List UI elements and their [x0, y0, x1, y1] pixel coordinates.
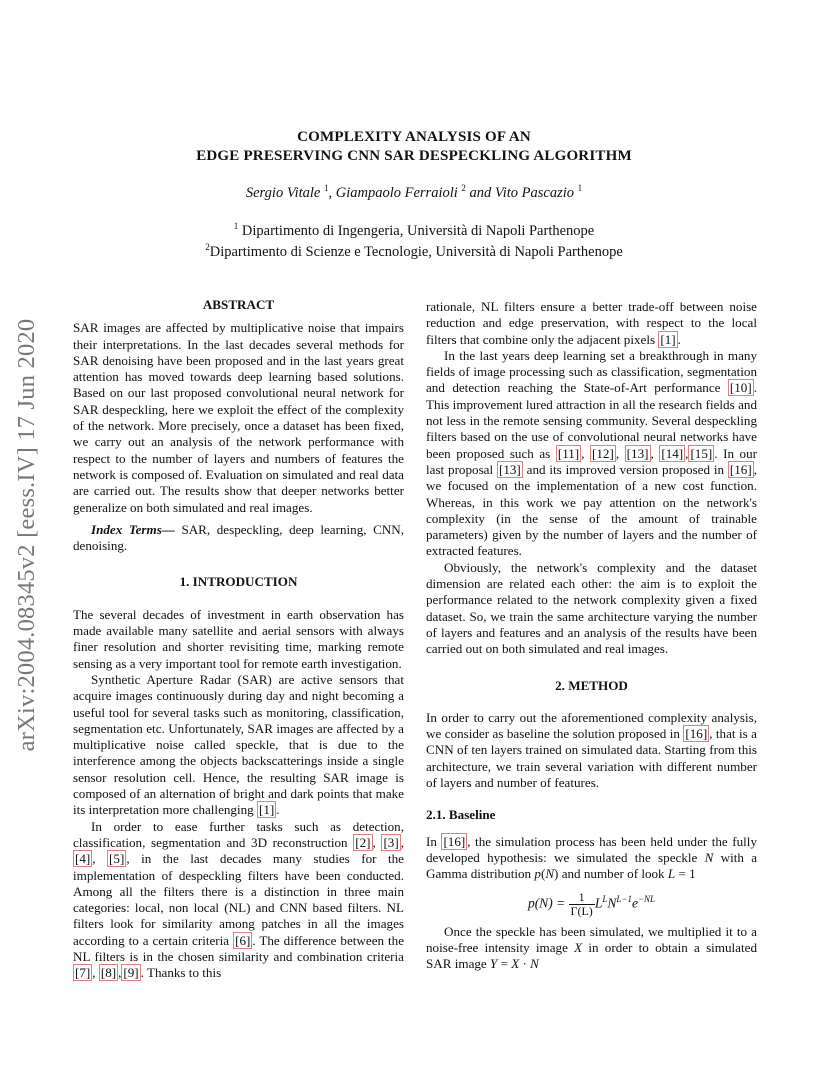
math-symbol: L: [667, 866, 676, 882]
math-symbol: Y: [490, 956, 498, 972]
citation-link[interactable]: [1]: [660, 331, 676, 347]
intro-paragraph-2-text: Synthetic Aperture Radar (SAR) are active sensors that acquire images continuously during day and night becoming a useful tool for several tasks such as monitoring, classification, segmentation etc. Unfortunately, SAR images are affected by a multiplicative noise called speckle, that is due to the interference among the objects backscatterings inside a single sensor resolution cell. Hence, the resulting SAR image is composed of an alternation of bright and dark points that make its interpretation more challenging: [73, 671, 404, 818]
method-paragraph-1: [426, 710, 757, 791]
intro-paragraph-3-text-c: . The difference between the NL filters is in the chosen similarity and combination criteria: [73, 932, 405, 964]
right-column: [426, 299, 757, 972]
intro-paragraph-1: The several decades of investment in earth observation has made available many satellite and aerial sensors with always finer resolution and shorter revisiting time, marking remote sensing as a very important tool for remote earth investigation.: [73, 606, 404, 671]
method-paragraph-3-text-a: Once the speckle has been simulated, we multiplied it to a noise-free intensity image: [426, 923, 757, 955]
citation-link[interactable]: [9]: [123, 965, 139, 981]
method-paragraph-2-text-a: In: [426, 833, 442, 849]
method-paragraph-1-text-b: , that is a CNN of ten layers trained on simulated data. Starting from this architecture, we train several variation with different number of layers and number of features.: [426, 726, 757, 791]
intro-paragraph-5-text-c: . In our last proposal: [426, 445, 758, 477]
math-symbol: N: [530, 956, 539, 972]
abstract-heading: ABSTRACT: [202, 297, 275, 312]
math-symbol: X: [511, 956, 520, 972]
gamma-equation: p(N) = $\frac{1}{\Gamma(L)}$ $L^LN^{L-1}e^{-NL}$: [527, 889, 656, 918]
affiliation-1-sup: 1: [233, 221, 239, 232]
citation-link[interactable]: [15]: [690, 445, 713, 461]
intro-paragraph-3-text-a: In order to ease further tasks such as detection, classification, segmentation and 3D reconstruction: [73, 818, 404, 850]
baseline-subheading: 2.1. Baseline: [426, 807, 496, 823]
intro-paragraph-3-text-d: . Thanks to this: [140, 965, 222, 981]
author-line: Sergio Vitale $^1$, Giampaolo Ferraioli $^2$ and Vito Pascazio $^1$: [245, 183, 583, 201]
citation-link[interactable]: [13]: [626, 445, 649, 461]
math-symbol: p: [534, 866, 541, 882]
method-paragraph-2-text-d: and number of look: [558, 866, 668, 882]
author-pascazio: Vito Pascazio: [494, 185, 574, 201]
method-heading: 2. METHOD: [555, 677, 628, 693]
author-ferraioli-sup: 2: [461, 183, 466, 194]
affiliation-2-text: Dipartimento di Scienze e Tecnologie, Università di Napoli Parthenope: [209, 244, 623, 260]
affiliation-1-text: Dipartimento di Ingengeria, Università di Napoli Parthenope: [241, 223, 595, 239]
author-vitale-sup: 1: [324, 183, 329, 194]
intro-paragraph-4-text: rationale, NL filters ensure a better trade-off between noise reduction and edge preservation, with respect to the local filters that combine only the adjacent pixels: [426, 299, 757, 347]
paper-title-line-2: EDGE PRESERVING CNN SAR DESPECKLING ALGORITHM: [196, 148, 632, 164]
citation-link[interactable]: [16]: [443, 833, 466, 849]
intro-paragraph-5-text-a: In the last years deep learning set a breakthrough in many fields of image processing such as classification, segmentation and detection reaching the State-of-Art performance: [426, 347, 757, 396]
index-terms-label: Index Terms—: [91, 521, 175, 537]
method-paragraph-2: In [16] , the simulation process has been held under the fully developed hypothesis: we simulated the speckle N with a Gamma distribution p(N) and number of look L = 1: [426, 833, 758, 882]
arxiv-identifier: [10, 290, 44, 780]
method-paragraph-1-text-a: In order to carry out the aforementioned complexity analysis, we consider as baseline the solution proposed in: [426, 709, 757, 742]
citation-link[interactable]: [3]: [383, 834, 399, 850]
index-terms: [73, 522, 404, 555]
math-symbol: N: [545, 866, 555, 882]
left-column: [73, 297, 404, 982]
intro-paragraph-4: rationale, NL filters ensure a better trade-off between noise reduction and edge preservation, with respect to the local filters that combine only the adjacent pixels [1] .: [426, 299, 757, 347]
intro-paragraph-3-text-b: , in the last decades many studies for the implementation of despeckling filters have been conducted. Among all the filters there is a distinction in three main categories: local, non local (NL) and CNN based filters. NL filters look for similarity among patches in all the images according to a certain criteria: [73, 851, 404, 948]
citation-link[interactable]: [5]: [109, 851, 125, 867]
math-symbol: N: [704, 849, 714, 865]
citation-link[interactable]: [7]: [75, 965, 91, 981]
citation-link[interactable]: [11]: [557, 445, 580, 461]
equation-fraction: $\frac{1}{\Gamma(L)}$: [570, 889, 593, 918]
intro-paragraph-2: Synthetic Aperture Radar (SAR) are active sensors that acquire images continuously during day and night becoming a useful tool for several tasks such as monitoring, classification, segmentation etc. Unfortunately, SAR images are affected by a multiplicative noise called speckle, that is due to the interference among the objects backscatterings inside a single sensor resolution cell. Hence, the resulting SAR image is composed of an alternation of bright and dark points that make its interpretation more challenging [1] .: [73, 671, 404, 818]
author-pascazio-sup: 1: [577, 183, 583, 194]
author-vitale: Sergio Vitale: [245, 185, 321, 201]
citation-link[interactable]: [8]: [100, 965, 117, 981]
citation-link[interactable]: [16]: [729, 461, 752, 477]
arxiv-identifier-text: arXiv:2004.08345v2 [eess.IV] 17 Jun 2020: [13, 318, 40, 752]
citation-link[interactable]: [14]: [661, 445, 684, 461]
intro-paragraph-5-text-b: . This improvement lured attraction in all the research fields and not less in the remote sensing community. Several despeckling filters based on the use of convolutional neural networks have been proposed such as: [426, 380, 757, 461]
method-paragraph-2-text-b: , the simulation process has been held under the fully developed hypothesis: we simulated the speckle: [426, 833, 757, 865]
intro-paragraph-5-text-e: , we focused on the implementation of a new cost function. Whereas, in this work we pay attention on the network's complexity (in the sense of the amount of trainable parameters) given by the number of layers and the number of extracted features.: [426, 461, 757, 559]
citation-link[interactable]: [10]: [729, 380, 752, 396]
citation-link[interactable]: [6]: [235, 932, 251, 948]
affiliation-2: [0, 244, 828, 261]
citation-link[interactable]: [2]: [355, 834, 371, 850]
method-paragraph-2-text-c: with a Gamma distribution: [426, 849, 758, 882]
author-ferraioli: Giampaolo Ferraioli: [335, 185, 458, 201]
intro-paragraph-5: In the last years deep learning set a breakthrough in many fields of image processing such as classification, segmentation and detection reaching the State-of-Art performance [10] . This improvement lured attraction in all the research fields and not less in the remote sensing community. Several despeckling filters based on the use of convolutional neural networks have been proposed such as [11] , [12] , [13] , [14] , [15] . In our last proposal [13] and its improved version proposed in [16] , we focused on the implementation of a new cost function. Whereas, in this work we pay attention on the network's complexity (in the sense of the amount of trainable parameters) given by the number of layers and the number of extracted features.: [426, 347, 758, 559]
paper-title-line-1: COMPLEXITY ANALYSIS OF AN: [297, 129, 531, 145]
math-symbol: X: [574, 939, 583, 955]
intro-paragraph-6: Obviously, the network's complexity and the dataset dimension are related each other: the aim is to exploit the performance related to the network complexity given a fixed dataset. So, we train the same architecture varying the number of layers and features and an analysis of the results have been carried out on both simulated and real images.: [426, 559, 757, 657]
intro-paragraph-5-text-d: and its improved version proposed in: [522, 461, 728, 477]
citation-link[interactable]: [1]: [258, 802, 275, 818]
method-paragraph-3: Once the speckle has been simulated, we multiplied it to a noise-free intensity image X in order to obtain a simulated SAR image Y = X · N: [426, 923, 757, 972]
index-terms-text: SAR, despeckling, deep learning, CNN, denoising.: [73, 521, 404, 554]
intro-paragraph-3: In order to ease further tasks such as detection, classification, segmentation and 3D reconstruction [2] , [3] ,[4] , [5] , in the last decades many studies for the implementation of despeckling filters have been conducted. Among all the filters there is a distinction in three main categories: local, non local (NL) and CNN based filters. NL filters look for similarity among patches in all the images according to a certain criteria [6] . The difference between the NL filters is in the chosen similarity and combination criteria [7] , [8] , [9] . Thanks to this: [73, 818, 405, 981]
citation-link[interactable]: [12]: [592, 445, 614, 461]
affiliation-2-sup: 2: [205, 242, 210, 253]
introduction-heading: 1. INTRODUCTION: [179, 574, 298, 590]
citation-link[interactable]: [4]: [75, 851, 91, 867]
abstract-text: SAR images are affected by multiplicative noise that impairs their interpretations. In the last decades several methods for SAR denoising have been proposed and in the last years great attention has moved towards deep learning based solutions. Based on our last proposed convolutional neural network for SAR despeckling, here we exploit the effect of the complexity of the network. More precisely, once a dataset has been fixed, we carry out an analysis of the network performance with respect to the number of layers and numbers of features the network is composed of. Evaluation on simulated and real data are carried out. The results show that deeper networks better generalize on both simulated and real images.: [73, 320, 404, 515]
affiliation-1: [0, 223, 828, 240]
citation-link[interactable]: [13]: [498, 461, 521, 477]
citation-link[interactable]: [16]: [685, 726, 708, 742]
method-paragraph-3-text-b: in order to obtain a simulated SAR image: [426, 939, 757, 972]
